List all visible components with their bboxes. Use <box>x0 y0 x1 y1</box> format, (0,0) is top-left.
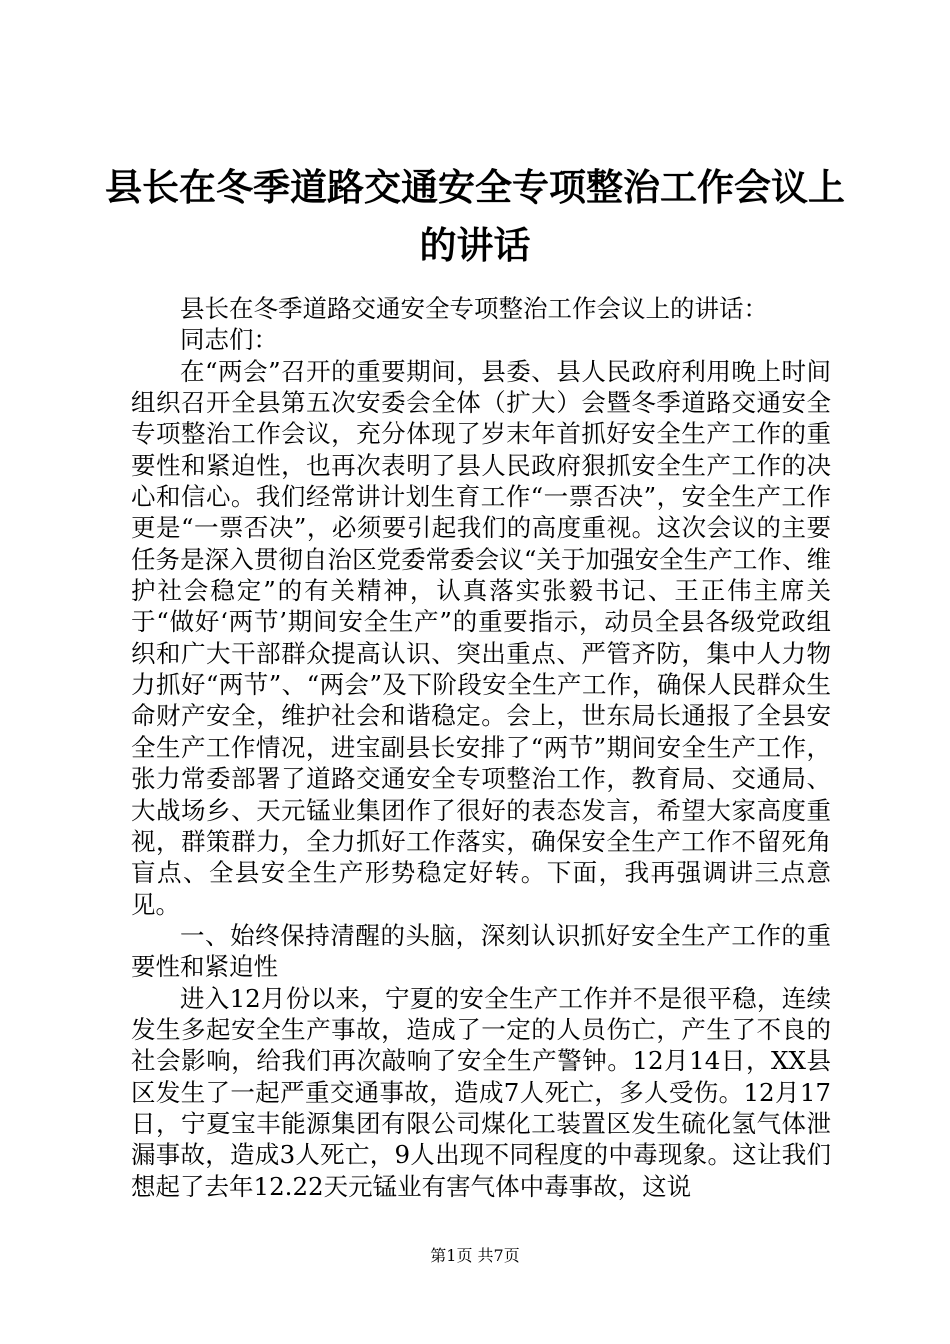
paragraph-heading-line: 县长在冬季道路交通安全专项整治工作会议上的讲话： <box>180 294 768 323</box>
paragraph-body: 进入12月份以来，宁夏的安全生产工作并不是很平稳，连续发生多起安全生产事故，造成了一定的人员伤亡，产生了不良的社会影响，给我们再次敲响了安全生产警钟。12月14日，XX县区发生了一起严重交通事故，造成7人死亡，多人受伤。12月17日，宁夏宝丰能源集团有限公司煤化工装置区发生硫化氢气体泄漏事故，造成3人死亡，9人出现不同程度的中毒现象。这让我们想起了去年12.22天元锰业有害气体中毒事故，这说 <box>131 983 831 1201</box>
paragraph-salutation: 同志们： <box>180 325 278 355</box>
document-title-line-2: 的讲话 <box>419 223 531 267</box>
document-title-line-1: 县长在冬季道路交通安全专项整治工作会议上 <box>105 165 845 209</box>
paragraph-section-heading: 一、始终保持清醒的头脑，深刻认识抓好安全生产工作的重要性和紧迫性 <box>131 920 831 982</box>
paragraph-body: 在“两会”召开的重要期间，县委、县人民政府利用晚上时间组织召开全县第五次安委会全体（扩大）会暨冬季道路交通安全专项整治工作会议，充分体现了岁末年首抓好安全生产工作的重要性和紧迫性，也再次表明了县人民政府狠抓安全生产工作的决心和信心。我们经常讲计划生育工作“一票否决”，安全生产工作更是“一票否决”，必须要引起我们的高度重视。这次会议的主要任务是深入贯彻自治区党委常委会议“关于加强安全生产工作、维护社会稳定”的有关精神，认真落实张毅书记、王正伟主席关于“做好‘两节’期间安全生产”的重要指示，动员全县各级党政组织和广大干部群众提高认识、突出重点、严管齐防，集中人力物力抓好“两节”、“两会”及下阶段安全生产工作，确保人民群众生命财产安全，维护社会和谐稳定。会上，世东局长通报了全县安全生产工作情况，进宝副县长安排了“两节”期间安全生产工作，张力常委部署了道路交通安全专项整治工作，教育局、交通局、大战场乡、天元锰业集团作了很好的表态发言，希望大家高度重视，群策群力，全力抓好工作落实，确保安全生产工作不留死角盲点、全县安全生产形势稳定好转。下面，我再强调讲三点意见。 <box>131 356 831 919</box>
page-number-footer: 第1页 共7页 <box>430 1246 520 1265</box>
document-body <box>131 293 831 1202</box>
